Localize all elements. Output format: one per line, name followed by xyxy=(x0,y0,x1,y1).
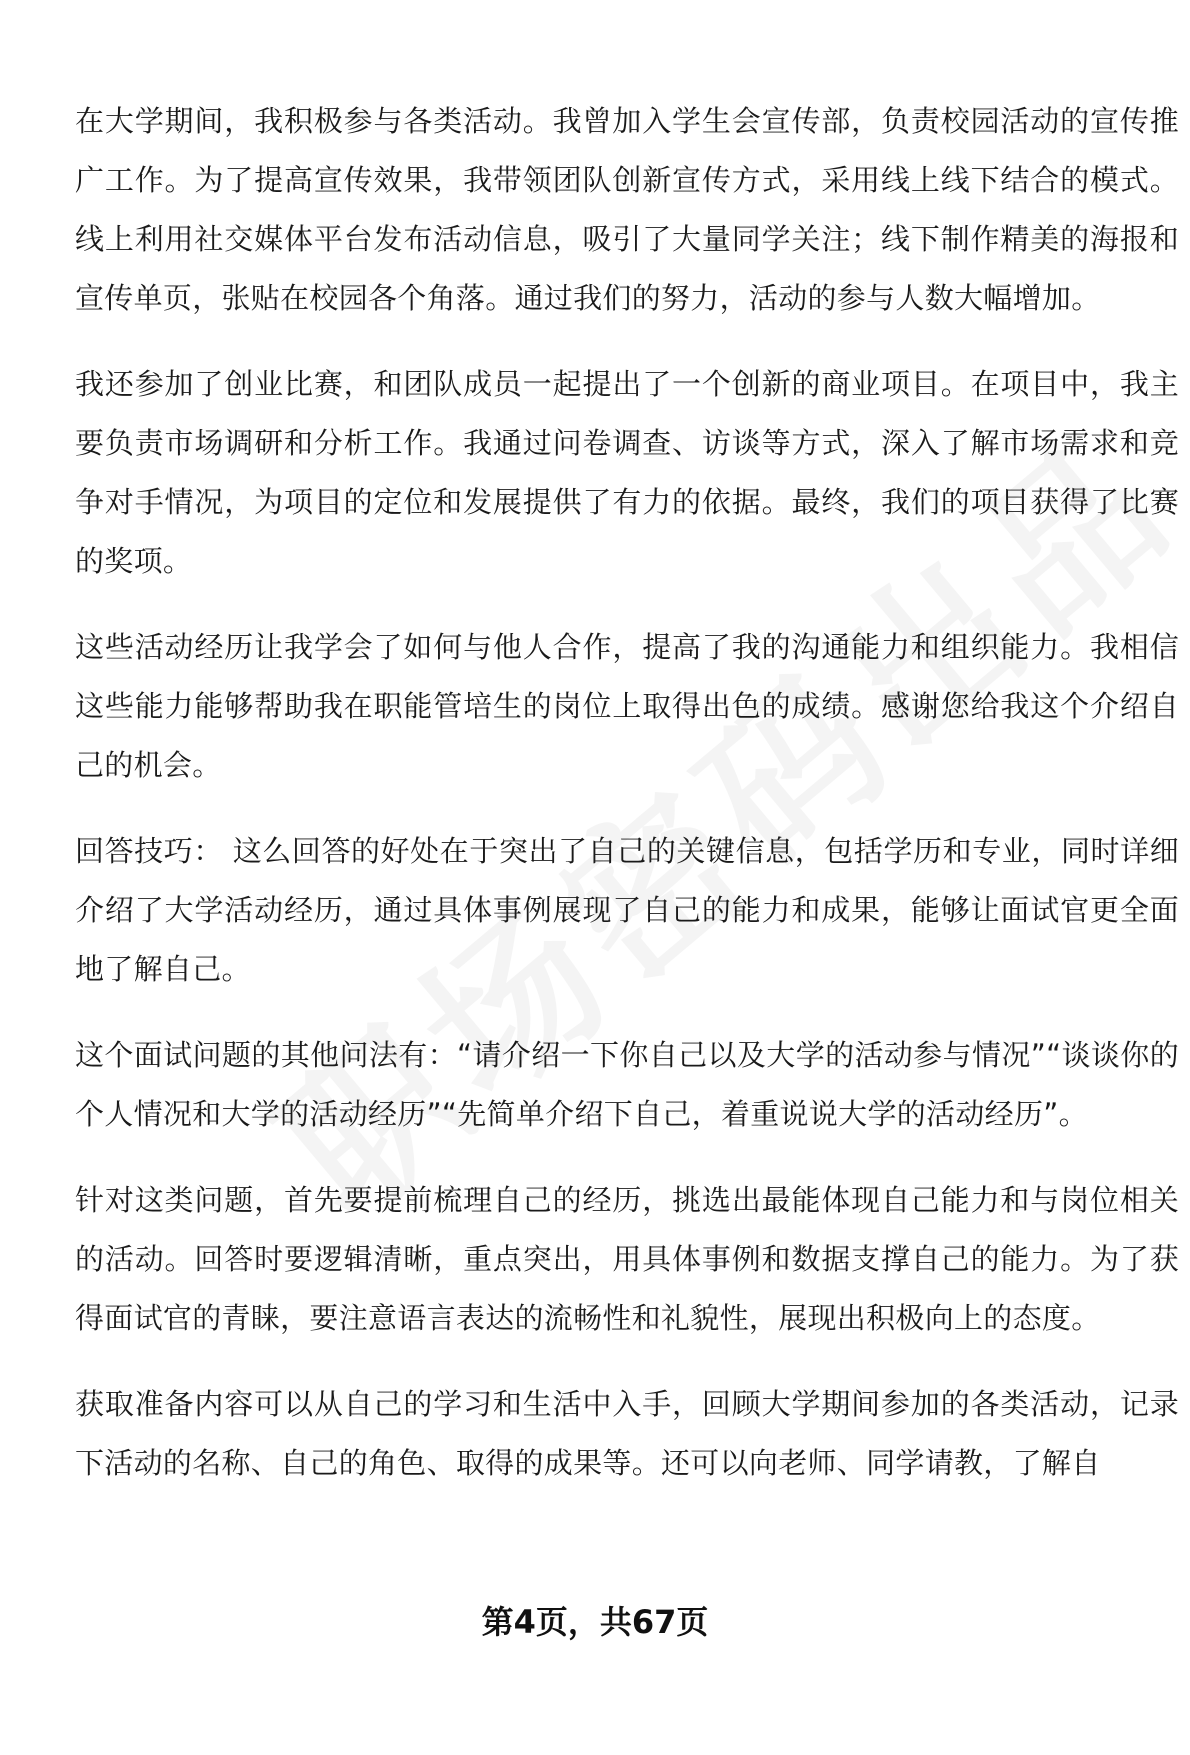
paragraph-preparation: 获取准备内容可以从自己的学习和生活中入手，回顾大学期间参加的各类活动，记录下活动的名称、自己的角色、取得的成果等。还可以向老师、同学请教，了解自 xyxy=(75,1387,1179,1480)
document-body xyxy=(75,92,1179,1520)
page-number-footer: 第4页，共67页 xyxy=(481,1603,709,1641)
paragraph-campus-activities: 在大学期间，我积极参与各类活动。我曾加入学生会宣传部，负责校园活动的宣传推广工作。为了提高宣传效果，我带领团队创新宣传方式，采用线上线下结合的模式。线上利用社交媒体平台发布活动信息，吸引了大量同学关注；线下制作精美的海报和宣传单页，张贴在校园各个角落。通过我们的努力，活动的参与人数大幅增加。 xyxy=(75,104,1179,315)
paragraph-conclusion: 这些活动经历让我学会了如何与他人合作，提高了我的沟通能力和组织能力。我相信这些能力能够帮助我在职能管培生的岗位上取得出色的成绩。感谢您给我这个介绍自己的机会。 xyxy=(75,630,1179,782)
paragraph-startup-competition: 我还参加了创业比赛，和团队成员一起提出了一个创新的商业项目。在项目中，我主要负责市场调研和分析工作。我通过问卷调查、访谈等方式，深入了解市场需求和竞争对手情况，为项目的定位和发展提供了有力的依据。最终，我们的项目获得了比赛的奖项。 xyxy=(75,367,1179,578)
paragraph-alternative-questions: 这个面试问题的其他问法有：“请介绍一下你自己以及大学的活动参与情况”“谈谈你的个人情况和大学的活动经历”“先简单介绍下自己，着重说说大学的活动经历”。 xyxy=(75,1038,1179,1131)
paragraph-answer-tips: 回答技巧： 这么回答的好处在于突出了自己的关键信息，包括学历和专业，同时详细介绍了大学活动经历，通过具体事例展现了自己的能力和成果，能够让面试官更全面地了解自己。 xyxy=(75,834,1179,986)
paragraph-strategy: 针对这类问题，首先要提前梳理自己的经历，挑选出最能体现自己能力和与岗位相关的活动。回答时要逻辑清晰，重点突出，用具体事例和数据支撑自己的能力。为了获得面试官的青睐，要注意语言表达的流畅性和礼貌性，展现出积极向上的态度。 xyxy=(75,1183,1179,1335)
